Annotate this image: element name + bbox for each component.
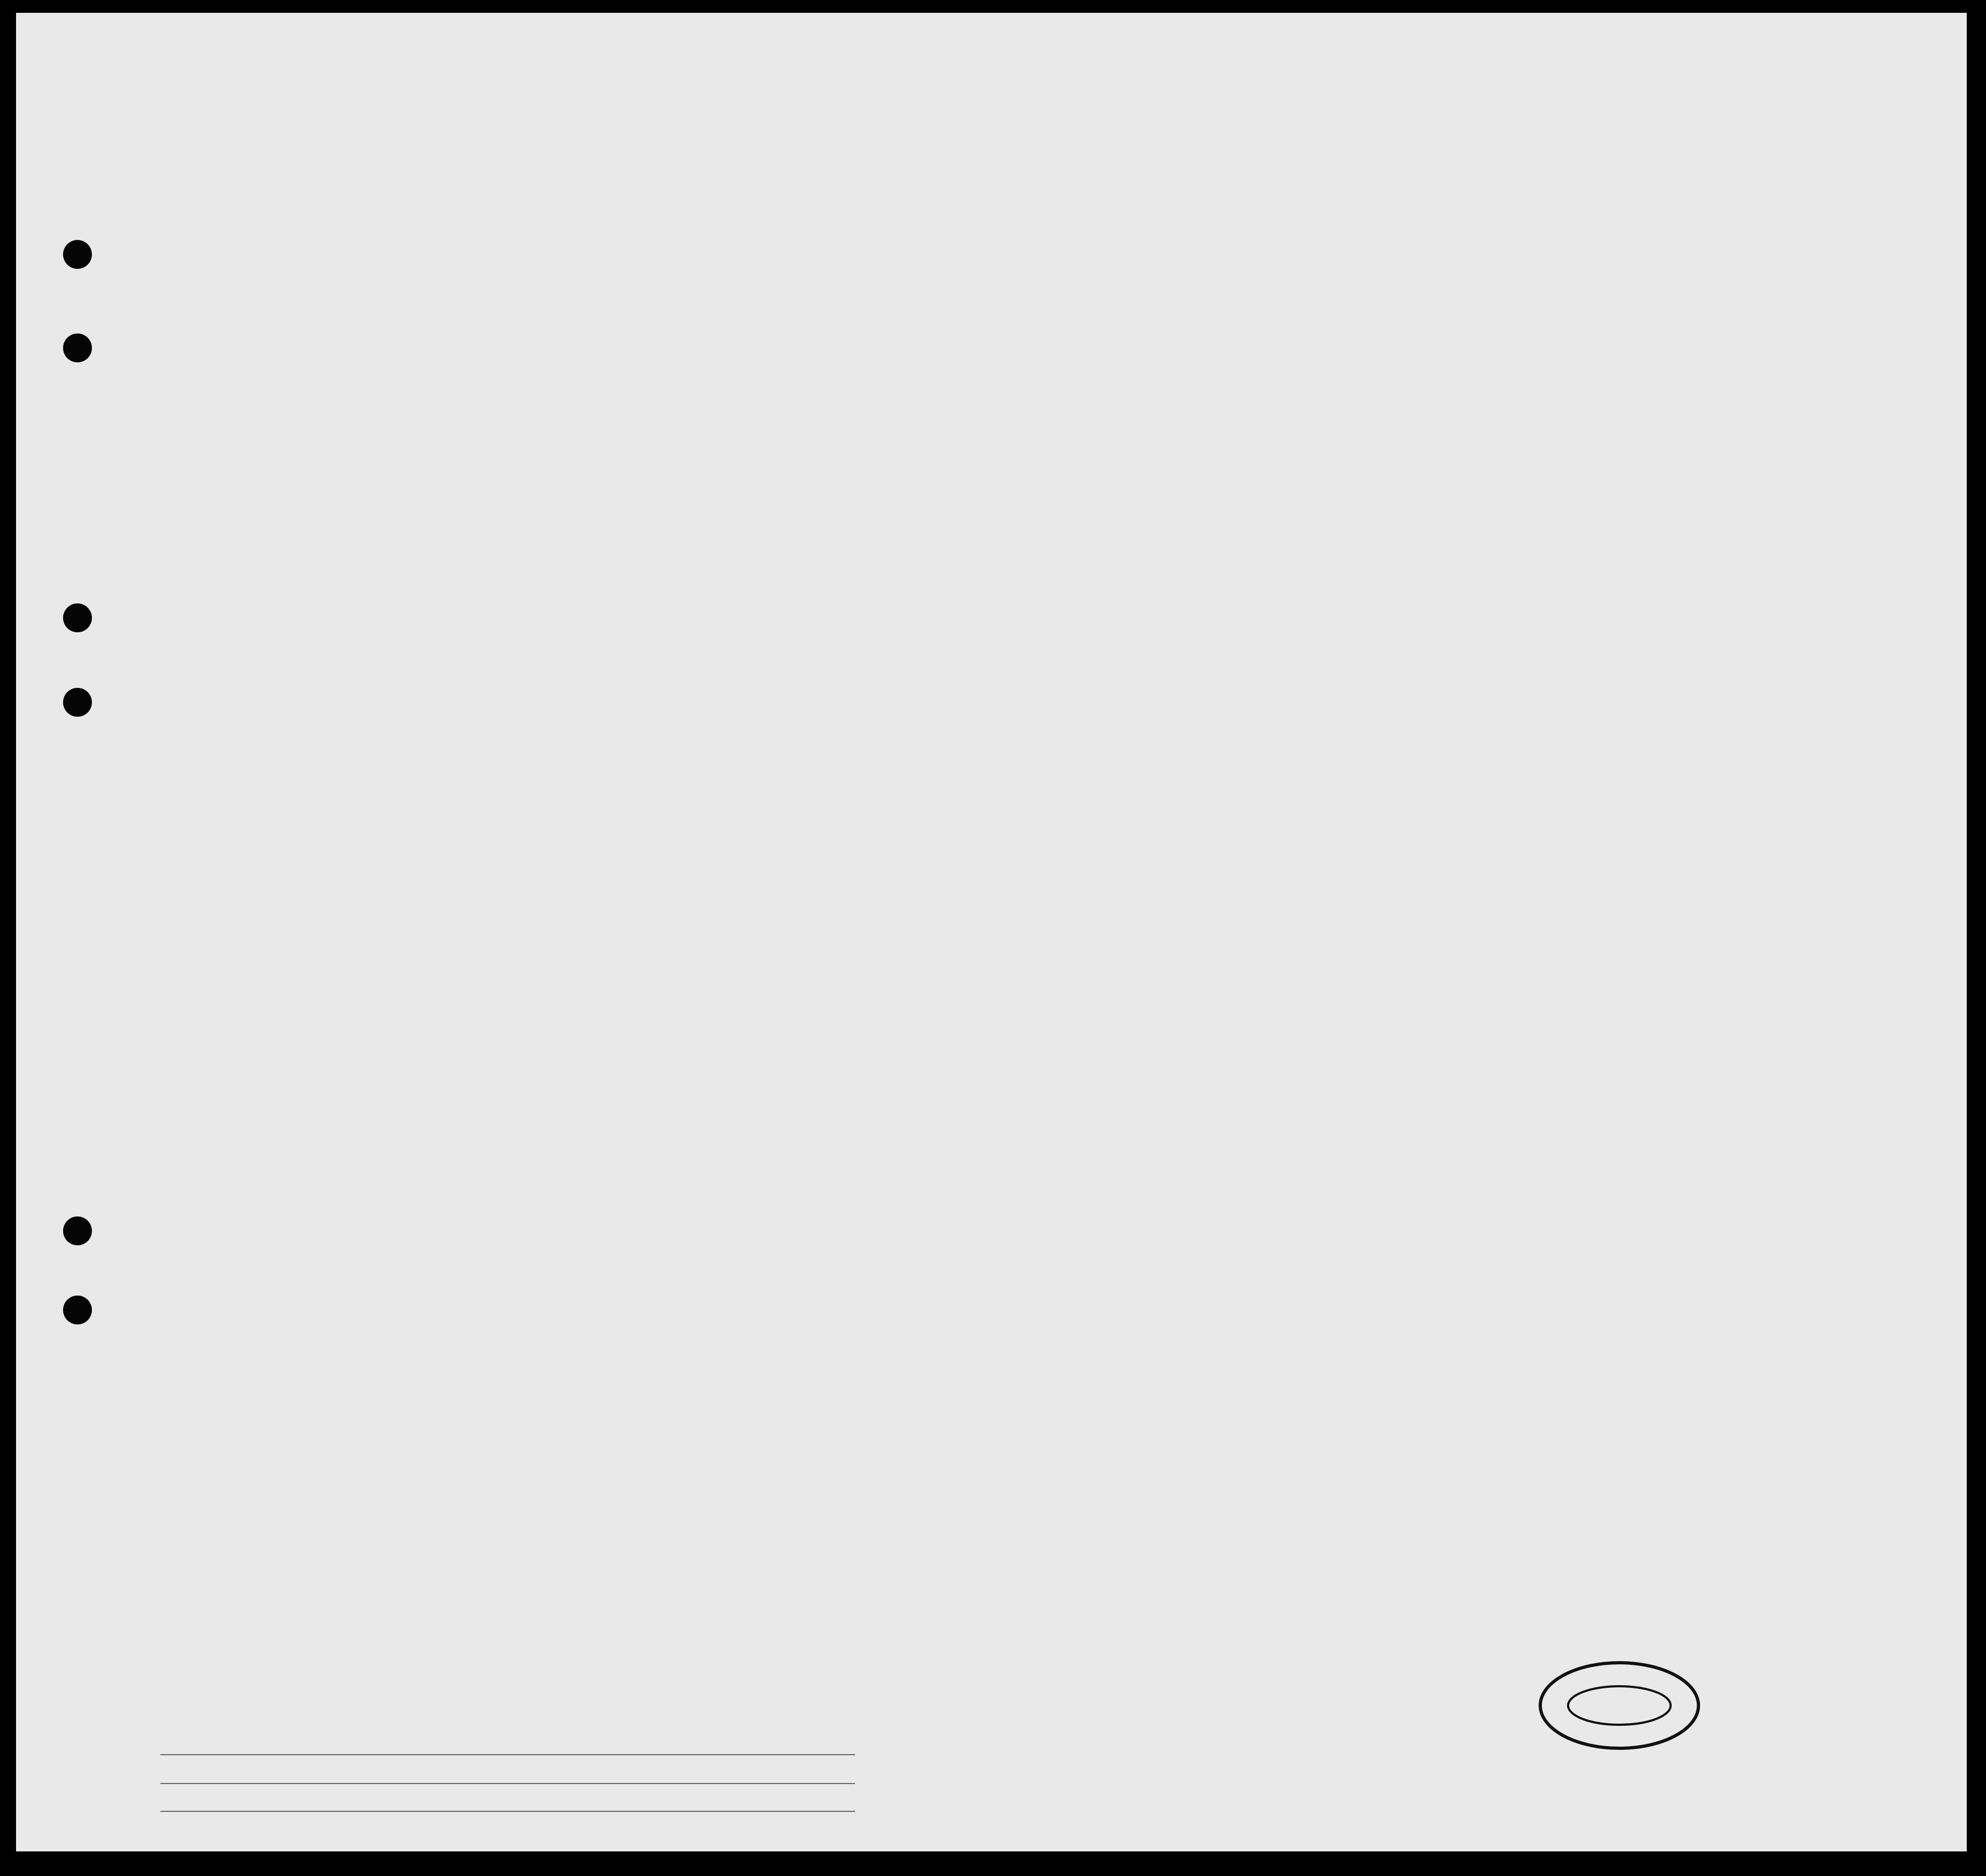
manifest-sheet (16, 13, 1967, 1851)
owners-rule (160, 1783, 855, 1784)
purser-signature (567, 1691, 657, 1746)
manifest-grid (16, 13, 1967, 1851)
agents-rule (160, 1811, 855, 1812)
line-rule (160, 1754, 855, 1755)
office-stamp (1537, 1660, 1702, 1751)
